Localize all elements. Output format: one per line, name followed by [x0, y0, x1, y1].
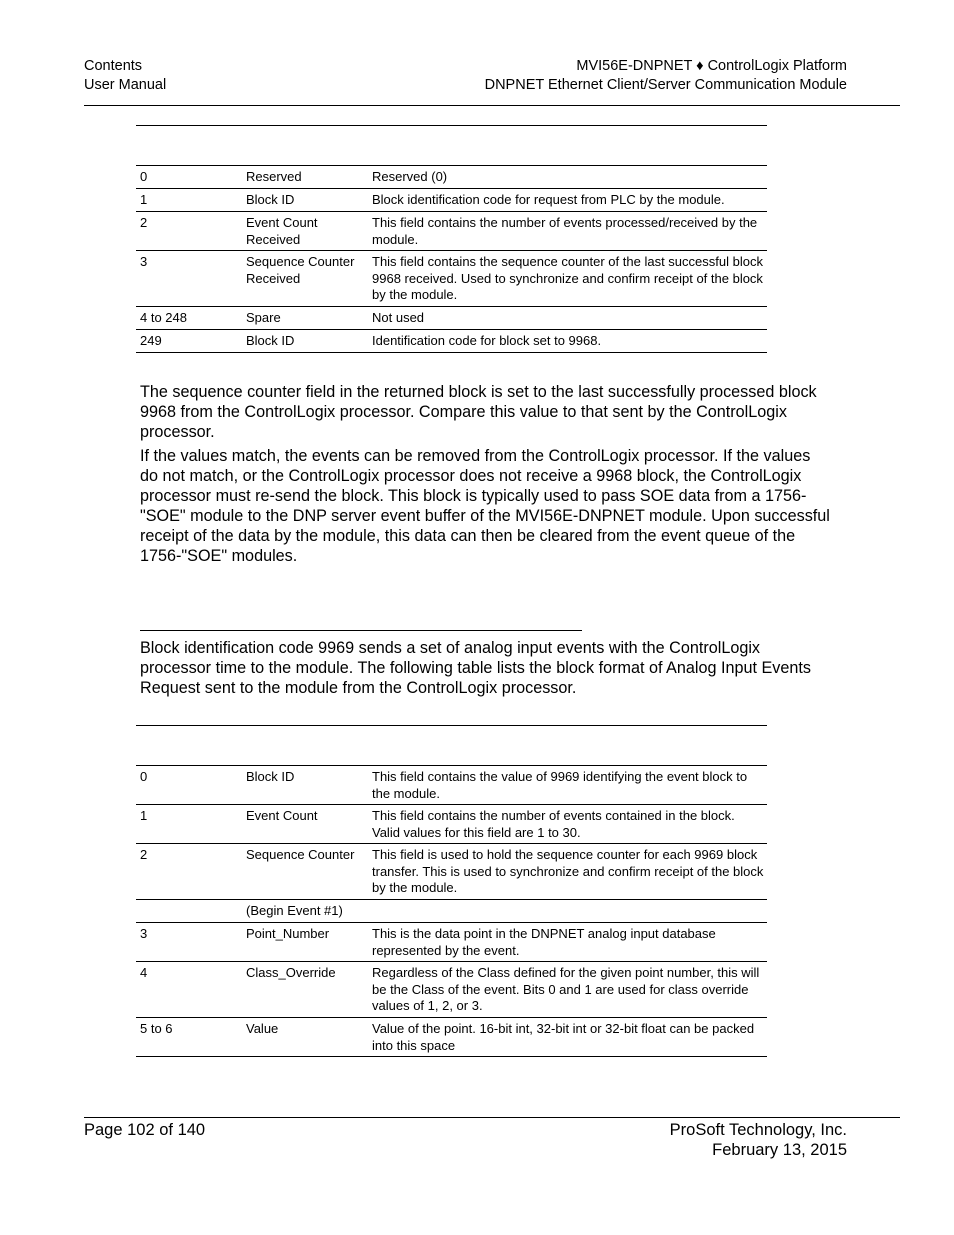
paragraph-values-match: If the values match, the events can be removed from the ControlLogix processor. If the values do not match, or the ControlLogix processor does not receive a 9968 block, the ControlLogix processor must re-send the block. This block is typically used to pass SOE data from a 1756-"SOE" module to the DNP server event buffer of the MVI56E-DNPNET module. Upon successful receipt of the data by the module, this data can then be cleared from the event queue of the 1756-"SOE" modules.: [140, 447, 830, 565]
table-row: [136, 899, 767, 922]
cell-name: Event Count Received: [246, 215, 318, 247]
cell-description: This field contains the number of events processed/received by the module.: [372, 215, 758, 247]
cell-description: Regardless of the Class defined for the given point number, this will be the Class of the event. Bits 0 and 1 are used for class override values of 1, 2, or 3.: [372, 965, 760, 1013]
table-row: [136, 765, 767, 804]
cell-name: Block ID: [246, 192, 295, 207]
cell-offset: 4: [140, 965, 148, 980]
table-row: [136, 211, 767, 250]
header-section-label: Contents: [84, 58, 143, 74]
cell-name: Value: [246, 1021, 279, 1036]
cell-name: Point_Number: [246, 926, 330, 941]
cell-offset: 5 to 6: [140, 1021, 173, 1036]
cell-name: Reserved: [246, 169, 302, 184]
table2: [136, 765, 767, 1057]
cell-offset: 249: [140, 333, 162, 348]
cell-offset: 1: [140, 808, 148, 823]
cell-name: Block ID: [246, 769, 295, 784]
table-row: [136, 961, 767, 1017]
cell-name: Event Count: [246, 808, 318, 823]
cell-description: Value of the point. 16-bit int, 32-bit int or 32-bit float can be packed into this space: [372, 1021, 755, 1053]
table-row: [136, 165, 767, 188]
table-row: [136, 843, 767, 899]
header-rule: [84, 105, 900, 106]
cell-offset: 3: [140, 926, 148, 941]
cell-description: This is the data point in the DNPNET analog input database represented by the event.: [372, 926, 716, 958]
cell-description: Identification code for block set to 9968.: [372, 333, 602, 348]
header-product: MVI56E-DNPNET ♦ ControlLogix Platform: [576, 58, 847, 74]
table1: [136, 165, 767, 353]
cell-offset: 0: [140, 769, 148, 784]
table-row: [136, 250, 767, 306]
paragraph-block-9969: Block identification code 9969 sends a set of analog input events with the ControlLogix processor time to the module. The following table lists the block format of Analog Input Events Request sent to the module from the ControlLogix processor.: [140, 639, 811, 697]
cell-description: Block identification code for request from PLC by the module.: [372, 192, 725, 207]
header-left: [84, 57, 166, 95]
cell-name: Block ID: [246, 333, 295, 348]
cell-description: Reserved (0): [372, 169, 448, 184]
cell-offset: 0: [140, 169, 148, 184]
table-row: [136, 188, 767, 211]
header-module: DNPNET Ethernet Client/Server Communication Module: [484, 77, 847, 93]
cell-name: Sequence Counter: [246, 847, 355, 862]
cell-offset: 1: [140, 192, 148, 207]
cell-offset: 2: [140, 847, 148, 862]
cell-name: Class_Override: [246, 965, 336, 980]
table-row: [136, 922, 767, 961]
table-row: [136, 1017, 767, 1057]
cell-description: This field is used to hold the sequence counter for each 9969 block transfer. This is used to synchronize and confirm receipt of the block by the module.: [372, 847, 764, 895]
footer-rule: [84, 1117, 900, 1118]
table1-caption-rule: [136, 125, 767, 126]
table-row: [136, 804, 767, 843]
table-row: [136, 329, 767, 353]
cell-description: Not used: [372, 310, 425, 325]
header-doc-type: User Manual: [84, 77, 167, 93]
footer-company: ProSoft Technology, Inc.: [669, 1121, 847, 1139]
cell-description: This field contains the number of events contained in the block. Valid values for this field are 1 to 30.: [372, 808, 735, 840]
cell-offset: 2: [140, 215, 148, 230]
header-right: [485, 57, 847, 95]
section-heading-rule: [140, 630, 582, 631]
cell-description: This field contains the sequence counter of the last successful block 9968 received. Used to synchronize and confirm receipt of the block by the module.: [372, 254, 763, 302]
cell-name: Sequence Counter Received: [246, 254, 355, 286]
footer-date: February 13, 2015: [712, 1141, 847, 1159]
cell-offset: 4 to 248: [140, 310, 187, 325]
paragraph-sequence-counter: The sequence counter field in the returned block is set to the last successfully processed block 9968 from the ControlLogix processor. Compare this value to that sent by the ControlLogix processor.: [140, 383, 817, 441]
cell-name: Spare: [246, 310, 281, 325]
table2-caption-rule: [136, 725, 767, 726]
footer-right: [670, 1120, 847, 1160]
table-row: [136, 306, 767, 329]
cell-name: (Begin Event #1): [246, 903, 343, 918]
cell-description: This field contains the value of 9969 identifying the event block to the module.: [372, 769, 748, 801]
cell-offset: 3: [140, 254, 148, 269]
footer-page-number: Page 102 of 140: [84, 1121, 206, 1139]
